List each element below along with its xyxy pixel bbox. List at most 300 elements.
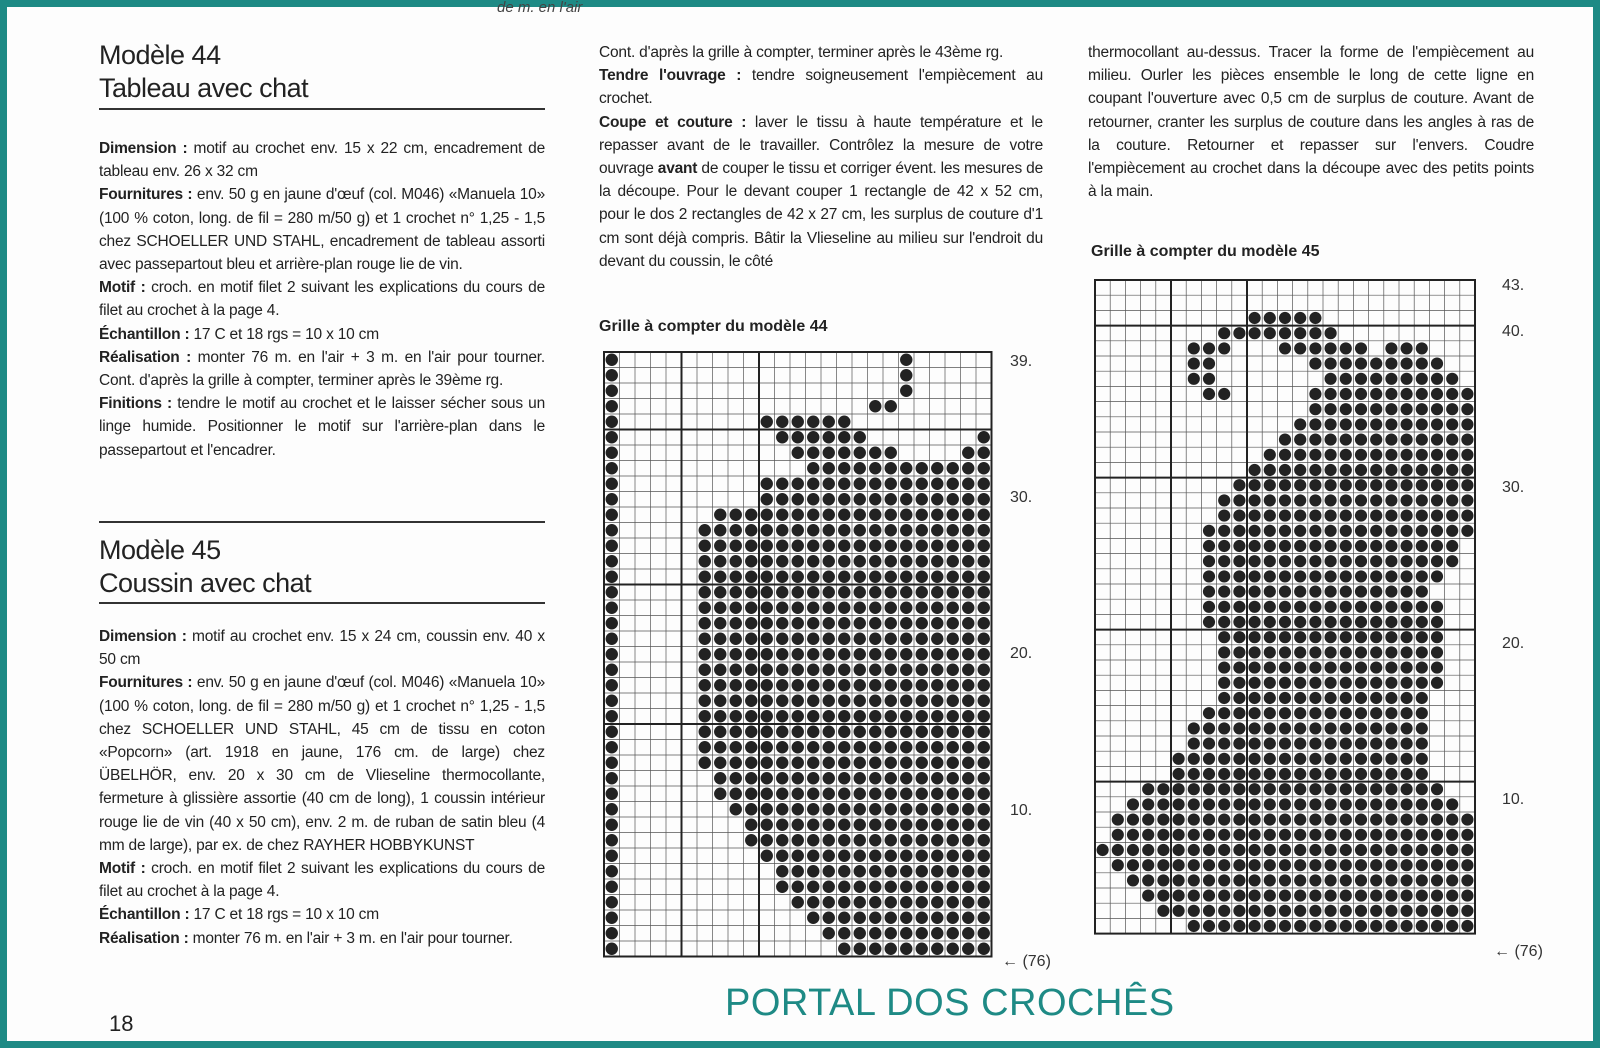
grid44-filled-cell: [900, 850, 912, 862]
grid45-filled-cell: [1340, 479, 1352, 491]
grid44-filled-cell: [916, 462, 928, 474]
grid45-filled-cell: [1203, 616, 1215, 628]
grid44-filled-cell: [931, 617, 943, 629]
grid45-filled-cell: [1461, 814, 1473, 826]
grid44-filled-cell: [776, 695, 788, 707]
grid45-filled-cell: [1264, 920, 1276, 932]
grid44-filled-cell: [730, 524, 742, 536]
grid44-filled-cell: [745, 819, 757, 831]
grid45-filled-cell: [1294, 525, 1306, 537]
grid44-filled-cell: [962, 555, 974, 567]
grid45-filled-cell: [1340, 418, 1352, 430]
grid44-filled-cell: [761, 726, 773, 738]
grid45-filled-cell: [1325, 388, 1337, 400]
grid44-filled-cell: [854, 819, 866, 831]
grid45-filled-cell: [1173, 874, 1185, 886]
grid45-filled-cell: [1279, 646, 1291, 658]
grid45-filled-cell: [1340, 540, 1352, 552]
grid44-filled-cell: [823, 416, 835, 428]
grid44-filled-cell: [931, 772, 943, 784]
grid45-filled-cell: [1294, 662, 1306, 674]
grid45-filled-cell: [1264, 601, 1276, 613]
grid45-row-label-43: 43.: [1502, 277, 1525, 294]
grid45-filled-cell: [1385, 646, 1397, 658]
grid45-filled-cell: [1309, 814, 1321, 826]
grid44-filled-cell: [916, 912, 928, 924]
grid45-filled-cell: [1401, 783, 1413, 795]
grid45-filled-cell: [1431, 418, 1443, 430]
grid44-filled-cell: [823, 586, 835, 598]
grid45-filled-cell: [1355, 798, 1367, 810]
grid45-filled-cell: [1203, 738, 1215, 750]
grid44-filled-cell: [792, 602, 804, 614]
grid45-filled-cell: [1355, 844, 1367, 856]
grid45-filled-cell: [1294, 510, 1306, 522]
grid45-filled-cell: [1340, 616, 1352, 628]
grid44-filled-cell: [606, 385, 618, 397]
grid45-filled-cell: [1401, 373, 1413, 385]
grid44-filled-cell: [776, 710, 788, 722]
grid44-width-label: [1002, 953, 1051, 971]
grid44-filled-cell: [714, 726, 726, 738]
grid45-filled-cell: [1309, 662, 1321, 674]
grid45-filled-cell: [1325, 829, 1337, 841]
grid44-filled-cell: [838, 943, 850, 955]
grid45-filled-cell: [1309, 494, 1321, 506]
grid45-filled-cell: [1416, 631, 1428, 643]
grid45-filled-cell: [1218, 540, 1230, 552]
grid44-filled-cell: [730, 726, 742, 738]
grid44-filled-cell: [792, 431, 804, 443]
grid45-filled-cell: [1446, 890, 1458, 902]
grid45-filled-cell: [1218, 722, 1230, 734]
grid45-filled-cell: [1340, 494, 1352, 506]
grid44-filled-cell: [869, 803, 881, 815]
mid-stretch: [599, 64, 1043, 110]
grid44-filled-cell: [854, 462, 866, 474]
grid45-filled-cell: [1401, 738, 1413, 750]
grid45-filled-cell: [1446, 525, 1458, 537]
grid45-width-value: (76): [1514, 943, 1543, 960]
grid44-filled-cell: [714, 633, 726, 645]
grid45-filled-cell: [1416, 540, 1428, 552]
grid45-filled-cell: [1233, 753, 1245, 765]
grid45-filled-cell: [1370, 494, 1382, 506]
grid44-filled-cell: [931, 555, 943, 567]
grid45-filled-cell: [1142, 859, 1154, 871]
grid44-filled-cell: [916, 478, 928, 490]
grid44-filled-cell: [606, 912, 618, 924]
grid45-filled-cell: [1401, 540, 1413, 552]
model44-number: Modèle 44: [99, 40, 221, 70]
grid45-filled-cell: [1370, 403, 1382, 415]
grid44-filled-cell: [931, 943, 943, 955]
grid45-filled-cell: [1340, 768, 1352, 780]
grid45-filled-cell: [1218, 388, 1230, 400]
grid44-filled-cell: [885, 850, 897, 862]
grid44-filled-cell: [792, 865, 804, 877]
grid45-filled-cell: [1294, 753, 1306, 765]
grid44-filled-cell: [838, 509, 850, 521]
grid44-filled-cell: [838, 834, 850, 846]
grid44-filled-cell: [885, 462, 897, 474]
grid45-filled-cell: [1416, 601, 1428, 613]
grid45-filled-cell: [1340, 783, 1352, 795]
grid44-filled-cell: [854, 757, 866, 769]
grid45-filled-cell: [1249, 783, 1261, 795]
grid44-filled-cell: [900, 509, 912, 521]
grid45-filled-cell: [1385, 844, 1397, 856]
grid45-filled-cell: [1294, 844, 1306, 856]
grid45-filled-cell: [1309, 327, 1321, 339]
grid44-filled-cell: [807, 648, 819, 660]
grid45-filled-cell: [1385, 738, 1397, 750]
grid44-filled-cell: [869, 772, 881, 784]
grid44-filled-cell: [854, 896, 866, 908]
grid45-filled-cell: [1294, 434, 1306, 446]
grid44-filled-cell: [699, 540, 711, 552]
grid45-filled-cell: [1218, 327, 1230, 339]
grid44-filled-cell: [947, 927, 959, 939]
grid45-filled-cell: [1325, 449, 1337, 461]
grid45-filled-cell: [1401, 342, 1413, 354]
grid44-filled-cell: [823, 695, 835, 707]
grid45-filled-cell: [1294, 814, 1306, 826]
grid44-filled-cell: [606, 726, 618, 738]
grid45-filled-cell: [1264, 814, 1276, 826]
grid45-filled-cell: [1233, 601, 1245, 613]
grid45-filled-cell: [1416, 358, 1428, 370]
grid44-filled-cell: [978, 633, 990, 645]
grid45-filled-cell: [1309, 768, 1321, 780]
grid45-filled-cell: [1431, 601, 1443, 613]
grid44-filled-cell: [947, 586, 959, 598]
grid44-filled-cell: [823, 912, 835, 924]
grid45-filled-cell: [1446, 814, 1458, 826]
grid45-filled-cell: [1142, 829, 1154, 841]
grid44-filled-cell: [931, 586, 943, 598]
grid44-filled-cell: [854, 865, 866, 877]
grid45-filled-cell: [1309, 692, 1321, 704]
grid45-filled-cell: [1385, 494, 1397, 506]
grid45-filled-cell: [1325, 373, 1337, 385]
grid44-filled-cell: [962, 788, 974, 800]
grid45-filled-cell: [1416, 814, 1428, 826]
grid44-filled-cell: [885, 679, 897, 691]
grid44-filled-cell: [838, 416, 850, 428]
grid45-filled-cell: [1416, 464, 1428, 476]
grid44-filled-cell: [916, 602, 928, 614]
grid45-filled-cell: [1249, 753, 1261, 765]
grid45-filled-cell: [1446, 555, 1458, 567]
grid45-filled-cell: [1340, 358, 1352, 370]
grid44-filled-cell: [962, 509, 974, 521]
grid45-filled-cell: [1233, 525, 1245, 537]
grid45-filled-cell: [1309, 601, 1321, 613]
grid45-filled-cell: [1279, 707, 1291, 719]
grid44-filled-cell: [854, 431, 866, 443]
grid44-filled-cell: [869, 819, 881, 831]
grid45-filled-cell: [1325, 479, 1337, 491]
grid44-filled-cell: [900, 478, 912, 490]
grid45-filled-cell: [1355, 449, 1367, 461]
grid45-filled-cell: [1355, 646, 1367, 658]
middle-text: [599, 41, 1043, 273]
grid45-filled-cell: [1370, 586, 1382, 598]
grid44-filled-cell: [885, 896, 897, 908]
grid44-filled-cell: [761, 633, 773, 645]
grid44-filled-cell: [606, 555, 618, 567]
grid45-filled-cell: [1294, 479, 1306, 491]
grid45-filled-cell: [1112, 829, 1124, 841]
grid45-filled-cell: [1218, 874, 1230, 886]
grid45-filled-cell: [1233, 586, 1245, 598]
grid45-filled-cell: [1294, 464, 1306, 476]
grid44-filled-cell: [714, 524, 726, 536]
grid44-filled-cell: [978, 679, 990, 691]
grid44-filled-cell: [761, 602, 773, 614]
grid45-filled-cell: [1355, 434, 1367, 446]
grid45-filled-cell: [1294, 722, 1306, 734]
grid44-filled-cell: [699, 679, 711, 691]
grid44-filled-cell: [730, 757, 742, 769]
grid45-filled-cell: [1355, 707, 1367, 719]
grid44-filled-cell: [916, 927, 928, 939]
grid44-filled-cell: [869, 571, 881, 583]
grid45-filled-cell: [1325, 570, 1337, 582]
grid45-filled-cell: [1355, 342, 1367, 354]
grid45-filled-cell: [1294, 312, 1306, 324]
grid45-filled-cell: [1401, 494, 1413, 506]
grid45-filled-cell: [1264, 890, 1276, 902]
grid44-filled-cell: [761, 679, 773, 691]
grid44-filled-cell: [947, 943, 959, 955]
m44-dimension-text: motif au crochet env. 15 x 22 cm, encadrement de tableau env. 26 x 32 cm: [99, 140, 545, 181]
grid44-filled-cell: [745, 726, 757, 738]
grid45-filled-cell: [1264, 510, 1276, 522]
grid44-filled-cell: [745, 803, 757, 815]
grid45-filled-cell: [1370, 525, 1382, 537]
grid44-filled-cell: [916, 664, 928, 676]
grid44-filled-cell: [978, 881, 990, 893]
grid44-filled-cell: [931, 850, 943, 862]
m45-motif: [99, 857, 545, 903]
grid44-filled-cell: [947, 834, 959, 846]
grid44-filled-cell: [869, 586, 881, 598]
grid45-filled-cell: [1370, 814, 1382, 826]
grid44-filled-cell: [854, 788, 866, 800]
grid45-filled-cell: [1385, 373, 1397, 385]
grid45-filled-cell: [1446, 829, 1458, 841]
grid44-filled-cell: [730, 679, 742, 691]
grid45-filled-cell: [1370, 798, 1382, 810]
grid44-filled-cell: [761, 617, 773, 629]
grid45-filled-cell: [1233, 722, 1245, 734]
left-arrow-icon: ←: [1494, 943, 1510, 960]
grid45-filled-cell: [1385, 358, 1397, 370]
grid45-filled-cell: [1203, 829, 1215, 841]
grid44-filled-cell: [931, 648, 943, 660]
grid44-filled-cell: [978, 772, 990, 784]
grid45-filled-cell: [1385, 662, 1397, 674]
grid44-filled-cell: [978, 431, 990, 443]
grid45-filled-cell: [1218, 570, 1230, 582]
grid45-filled-cell: [1309, 479, 1321, 491]
grid45-filled-cell: [1233, 859, 1245, 871]
grid44-filled-cell: [962, 540, 974, 552]
grid45-filled-cell: [1142, 783, 1154, 795]
grid45-filled-cell: [1431, 677, 1443, 689]
grid44-filled-cell: [792, 695, 804, 707]
grid45-filled-cell: [1416, 510, 1428, 522]
grid45-filled-cell: [1416, 844, 1428, 856]
grid45-filled-cell: [1203, 601, 1215, 613]
grid45-filled-cell: [1461, 449, 1473, 461]
grid45-filled-cell: [1233, 890, 1245, 902]
grid44-filled-cell: [807, 586, 819, 598]
grid45-filled-cell: [1385, 722, 1397, 734]
grid45-filled-cell: [1309, 844, 1321, 856]
grid45-filled-cell: [1370, 844, 1382, 856]
grid44-filled-cell: [823, 617, 835, 629]
grid45-filled-cell: [1218, 738, 1230, 750]
grid45-filled-cell: [1461, 403, 1473, 415]
grid44-filled-cell: [792, 571, 804, 583]
grid44-filled-cell: [854, 447, 866, 459]
grid44-filled-cell: [869, 726, 881, 738]
grid44-filled-cell: [869, 447, 881, 459]
grid45-filled-cell: [1416, 768, 1428, 780]
grid44-filled-cell: [792, 648, 804, 660]
grid45-filled-cell: [1370, 358, 1382, 370]
grid45-filled-cell: [1401, 525, 1413, 537]
grid45-filled-cell: [1279, 662, 1291, 674]
grid44-filled-cell: [931, 695, 943, 707]
grid44-filled-cell: [947, 540, 959, 552]
grid45-filled-cell: [1461, 829, 1473, 841]
grid44-filled-cell: [885, 602, 897, 614]
grid44-filled-cell: [792, 710, 804, 722]
grid45-filled-cell: [1401, 403, 1413, 415]
grid45-filled-cell: [1279, 890, 1291, 902]
grid45-filled-cell: [1355, 358, 1367, 370]
grid44-filled-cell: [869, 617, 881, 629]
grid44-filled-cell: [947, 509, 959, 521]
grid45-filled-cell: [1431, 525, 1443, 537]
grid44-filled-cell: [900, 571, 912, 583]
grid44-filled-cell: [869, 555, 881, 567]
grid44-filled-cell: [931, 478, 943, 490]
grid44-filled-cell: [792, 803, 804, 815]
mid-stretch-text: tendre soigneusement l'empiècement au crochet.: [599, 67, 1043, 108]
grid44-filled-cell: [900, 462, 912, 474]
grid44-filled-cell: [606, 710, 618, 722]
grid45-filled-cell: [1355, 464, 1367, 476]
grid45-filled-cell: [1355, 920, 1367, 932]
grid45-filled-cell: [1355, 768, 1367, 780]
grid45-filled-cell: [1385, 449, 1397, 461]
grid44-filled-cell: [776, 478, 788, 490]
grid45-filled-cell: [1431, 646, 1443, 658]
grid45-filled-cell: [1203, 388, 1215, 400]
grid45-filled-cell: [1112, 844, 1124, 856]
grid45-filled-cell: [1203, 859, 1215, 871]
grid44-filled-cell: [962, 493, 974, 505]
grid45-filled-cell: [1294, 707, 1306, 719]
grid45-filled-cell: [1401, 570, 1413, 582]
grid44-filled-cell: [606, 509, 618, 521]
grid44-filled-cell: [730, 772, 742, 784]
grid44-filled-cell: [885, 633, 897, 645]
grid45-filled-cell: [1127, 814, 1139, 826]
grid45-filled-cell: [1416, 434, 1428, 446]
grid44-filled-cell: [978, 555, 990, 567]
grid45-filled-cell: [1188, 738, 1200, 750]
grid45-filled-cell: [1401, 890, 1413, 902]
grid45-filled-cell: [1446, 510, 1458, 522]
grid44-filled-cell: [978, 834, 990, 846]
grid45-filled-cell: [1233, 494, 1245, 506]
grid44-filled-cell: [823, 447, 835, 459]
grid45-filled-cell: [1325, 616, 1337, 628]
grid44-filled-cell: [792, 447, 804, 459]
grid45-filled-cell: [1461, 874, 1473, 886]
grid45-filled-cell: [1249, 874, 1261, 886]
grid44-filled-cell: [978, 478, 990, 490]
grid45-filled-cell: [1416, 859, 1428, 871]
grid45-filled-cell: [1294, 601, 1306, 613]
grid44-filled-cell: [931, 865, 943, 877]
grid45-filled-cell: [1173, 859, 1185, 871]
m44-motif-label: Motif :: [99, 279, 146, 297]
grid44-filled-cell: [962, 726, 974, 738]
grid44-filled-cell: [606, 865, 618, 877]
grid44-filled-cell: [885, 819, 897, 831]
grid44-filled-cell: [900, 679, 912, 691]
grid44-filled-cell: [714, 741, 726, 753]
grid45-filled-cell: [1401, 358, 1413, 370]
grid44-filled-cell: [978, 927, 990, 939]
grid44-filled-cell: [606, 400, 618, 412]
grid44-filled-cell: [900, 757, 912, 769]
grid45-filled-cell: [1188, 905, 1200, 917]
grid45-filled-cell: [1325, 418, 1337, 430]
grid45-filled-cell: [1370, 692, 1382, 704]
grid45-filled-cell: [1355, 677, 1367, 689]
grid45-filled-cell: [1370, 829, 1382, 841]
grid44-filled-cell: [838, 524, 850, 536]
grid45-filled-cell: [1233, 616, 1245, 628]
grid44-filled-cell: [916, 710, 928, 722]
grid44-filled-cell: [885, 695, 897, 707]
grid44-filled-cell: [807, 478, 819, 490]
mid-cut-text-2: de couper le tissu et corriger évent. les mesures de la découpe. Pour le devant couper 1 rectangle de 42 x 52 cm, pour le dos 2 rectangles de 42 x 27 cm, les surplus de couture d'1 cm sont déjà compris. Bâtir la Vlieseline au milieu sur l'endroit du devant du coussin, le côté: [599, 160, 1043, 270]
grid45-filled-cell: [1340, 814, 1352, 826]
grid45-filled-cell: [1309, 707, 1321, 719]
m45-making-text: monter 76 m. en l'air + 3 m. en l'air pour tourner.: [188, 929, 513, 947]
grid44-filled-cell: [807, 896, 819, 908]
grid45-filled-cell: [1325, 494, 1337, 506]
grid44-filled-cell: [714, 648, 726, 660]
grid44-filled-cell: [885, 478, 897, 490]
grid45-filled-cell: [1264, 783, 1276, 795]
grid45-filled-cell: [1157, 783, 1169, 795]
grid45-filled-cell: [1431, 905, 1443, 917]
grid45-filled-cell: [1264, 692, 1276, 704]
grid44-filled-cell: [714, 679, 726, 691]
grid45-filled-cell: [1309, 677, 1321, 689]
grid44-filled-cell: [838, 493, 850, 505]
